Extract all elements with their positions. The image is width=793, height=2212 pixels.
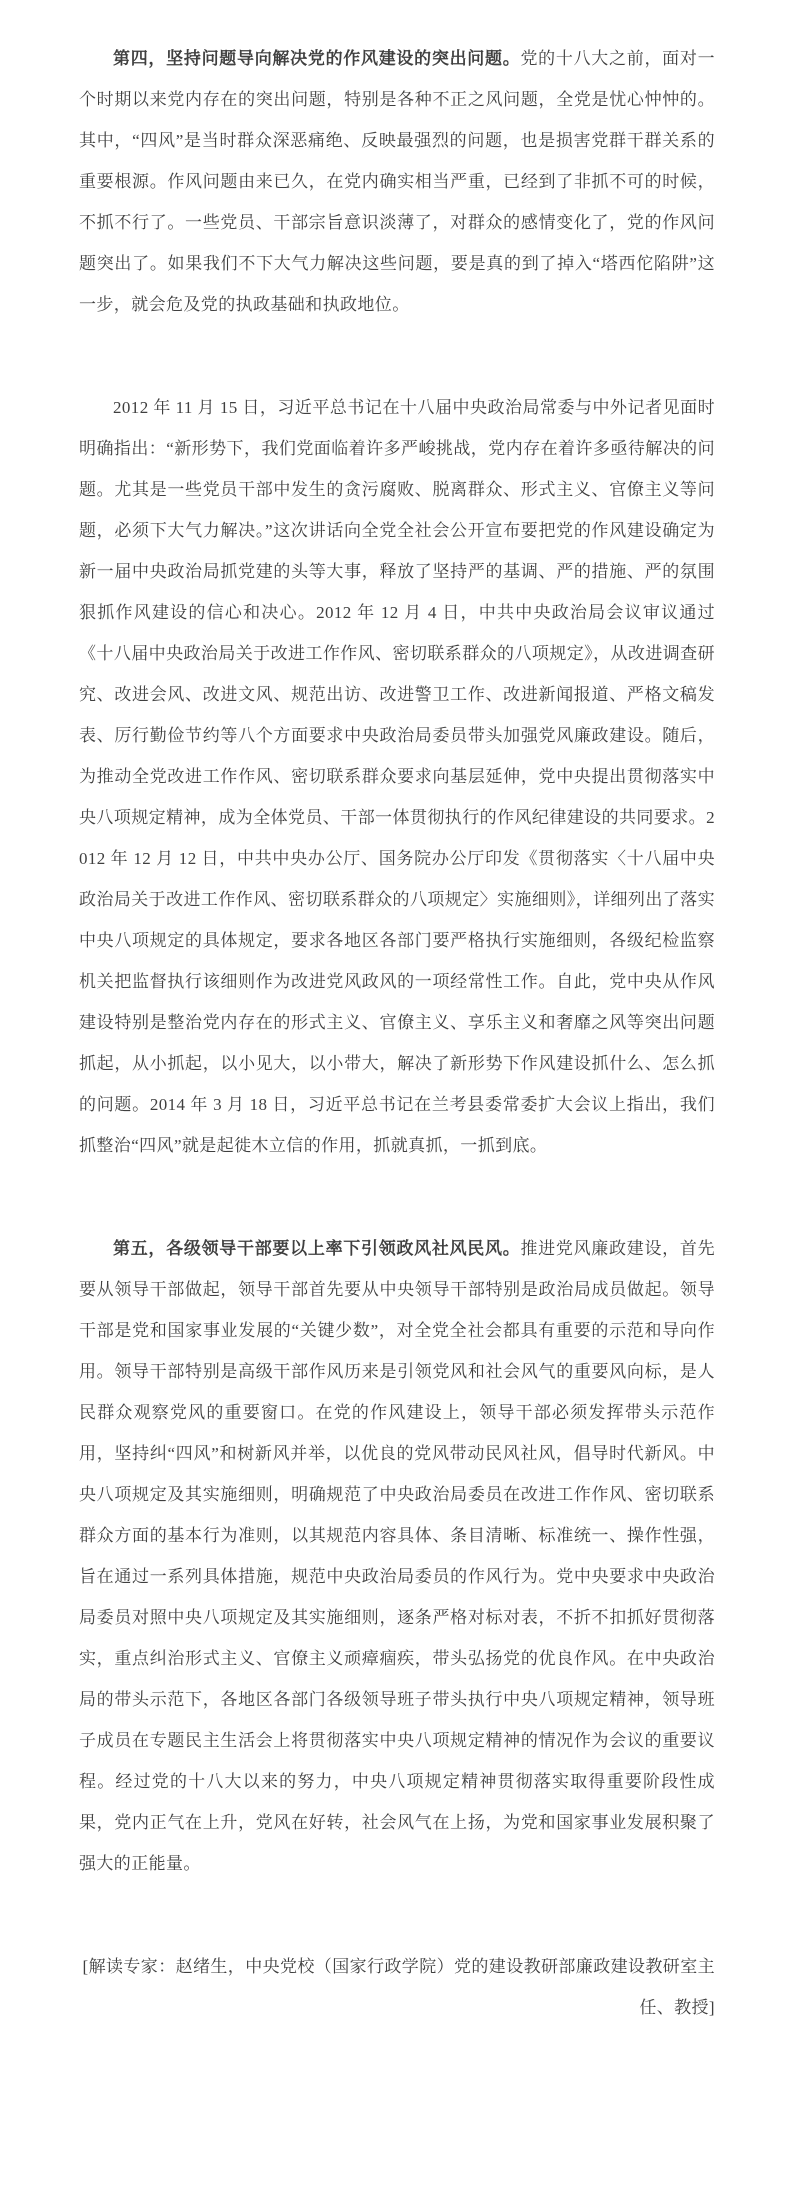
paragraph-point-five bbox=[79, 1228, 715, 1884]
paragraph-point-four-heading: 第四，坚持问题导向解决党的作风建设的突出问题。 bbox=[113, 49, 521, 68]
paragraph-point-four-body: 党的十八大之前，面对一个时期以来党内存在的突出问题，特别是各种不正之风问题，全党是忧心忡忡的。其中，“四风”是当时群众深恶痛绝、反映最强烈的问题，也是损害党群干群关系的重要根源。作风问题由来已久，在党内确实相当严重，已经到了非抓不可的时候，不抓不行了。一些党员、干部宗旨意识淡薄了，对群众的感情变化了，党的作风问题突出了。如果我们不下大气力解决这些问题，要是真的到了掉入“塔西佗陷阱”这一步，就会危及党的执政基础和执政地位。 bbox=[79, 49, 716, 314]
paragraph-point-four bbox=[79, 38, 715, 325]
paragraph-point-five-heading: 第五，各级领导干部要以上率下引领政风社风民风。 bbox=[113, 1239, 521, 1258]
expert-attribution-note: [解读专家：赵绪生，中央党校（国家行政学院）党的建设教研部廉政建设教研室主任、教授] bbox=[82, 1957, 715, 2017]
paragraph-point-five-body: 推进党风廉政建设，首先要从领导干部做起，领导干部首先要从中央领导干部特别是政治局成员做起。领导干部是党和国家事业发展的“关键少数”，对全党全社会都具有重要的示范和导向作用。领导干部特别是高级干部作风历来是引领党风和社会风气的重要风向标，是人民群众观察党风的重要窗口。在党的作风建设上，领导干部必须发挥带头示范作用，坚持纠“四风”和树新风并举，以优良的党风带动民风社风，倡导时代新风。中央八项规定及其实施细则，明确规范了中央政治局委员在改进工作作风、密切联系群众方面的基本行为准则，以其规范内容具体、条目清晰、标准统一、操作性强，旨在通过一系列具体措施，规范中央政治局委员的作风行为。党中央要求中央政治局委员对照中央八项规定及其实施细则，逐条严格对标对表，不折不扣抓好贯彻落实，重点纠治形式主义、官僚主义顽瘴痼疾，带头弘扬党的优良作风。在中央政治局的带头示范下，各地区各部门各级领导班子带头执行中央八项规定精神，领导班子成员在专题民主生活会上将贯彻落实中央八项规定精神的情况作为会议的重要议程。经过党的十八大以来的努力，中央八项规定精神贯彻落实取得重要阶段性成果，党内正气在上升，党风在好转，社会风气在上扬，为党和国家事业发展积聚了强大的正能量。 bbox=[79, 1239, 716, 1873]
paragraph-timeline: 2012 年 11 月 15 日，习近平总书记在十八届中央政治局常委与中外记者见面时明确指出：“新形势下，我们党面临着许多严峻挑战，党内存在着许多亟待解决的问题。尤其是一些党员干部中发生的贪污腐败、脱离群众、形式主义、官僚主义等问题，必须下大气力解决。”这次讲话向全党全社会公开宣布要把党的作风建设确定为新一届中央政治局抓党建的头等大事，释放了坚持严的基调、严的措施、严的氛围狠抓作风建设的信心和决心。2012 年 12 月 4 日，中共中央政治局会议审议通过《十八届中央政治局关于改进工作作风、密切联系群众的八项规定》，从改进调查研究、改进会风、改进文风、规范出访、改进警卫工作、改进新闻报道、严格文稿发表、厉行勤俭节约等八个方面要求中央政治局委员带头加强党风廉政建设。随后，为推动全党改进工作作风、密切联系群众要求向基层延伸，党中央提出贯彻落实中央八项规定精神，成为全体党员、干部一体贯彻执行的作风纪律建设的共同要求。2012 年 12 月 12 日，中共中央办公厅、国务院办公厅印发《贯彻落实〈十八届中央政治局关于改进工作作风、密切联系群众的八项规定〉实施细则》，详细列出了落实中央八项规定的具体规定，要求各地区各部门要严格执行实施细则，各级纪检监察机关把监督执行该细则作为改进党风政风的一项经常性工作。自此，党中央从作风建设特别是整治党内存在的形式主义、官僚主义、享乐主义和奢靡之风等突出问题抓起，从小抓起，以小见大，以小带大，解决了新形势下作风建设抓什么、怎么抓的问题。2014 年 3 月 18 日，习近平总书记在兰考县委常委扩大会议上指出，我们抓整治“四风”就是起徙木立信的作用，抓就真抓，一抓到底。 bbox=[79, 398, 715, 1155]
